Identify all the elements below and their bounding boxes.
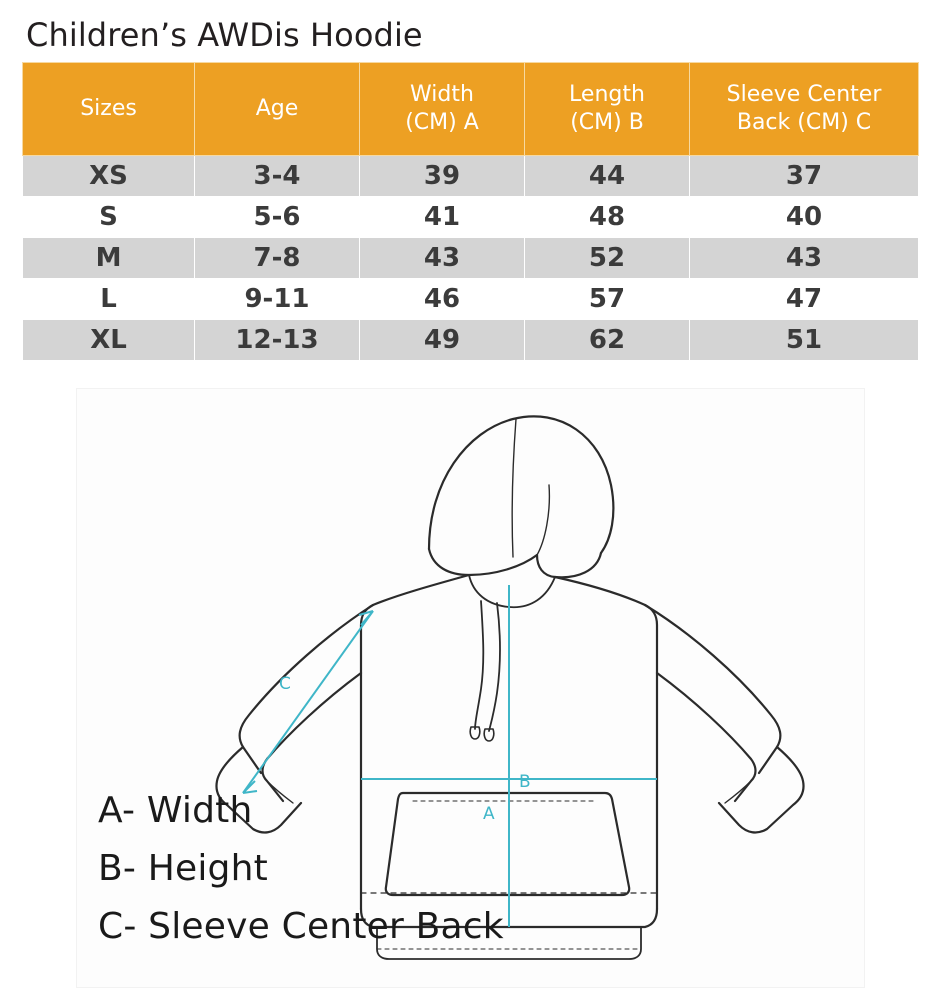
drawcord-left xyxy=(475,601,483,729)
column-header-age: Age xyxy=(195,63,360,156)
table-row xyxy=(23,156,919,197)
table-header-row xyxy=(23,63,919,156)
sleeve-right-bottom-outline xyxy=(657,673,756,801)
cell-width: 46 xyxy=(360,279,525,320)
legend-line-b: B- Height xyxy=(98,848,268,889)
column-header-length: Length (CM) B xyxy=(525,63,690,156)
cell-size: M xyxy=(23,238,195,279)
page-title: Children’s AWDis Hoodie xyxy=(26,16,423,54)
sleeve-right-top-outline xyxy=(645,605,780,773)
hood-bottom-left-outline xyxy=(429,549,537,575)
table-row xyxy=(23,197,919,238)
cuff-right-seam xyxy=(725,781,751,803)
cell-age: 12-13 xyxy=(195,320,360,361)
cell-length: 57 xyxy=(525,279,690,320)
body-right-outline xyxy=(555,577,657,909)
table-row xyxy=(23,320,919,361)
cell-sleeve: 37 xyxy=(690,156,919,197)
drawcord-right xyxy=(489,603,500,731)
cell-size: XS xyxy=(23,156,195,197)
cell-age: 3-4 xyxy=(195,156,360,197)
legend-line-a: A- Width xyxy=(98,790,253,831)
cell-width: 43 xyxy=(360,238,525,279)
hood-bottom-right-outline xyxy=(537,553,601,577)
column-header-sizes: Sizes xyxy=(23,63,195,156)
cell-sleeve: 47 xyxy=(690,279,919,320)
cell-length: 52 xyxy=(525,238,690,279)
cell-size: L xyxy=(23,279,195,320)
measure-label-a: A xyxy=(483,804,495,824)
cell-length: 62 xyxy=(525,320,690,361)
sleeve-left-top-outline xyxy=(240,605,373,773)
column-header-width: Width (CM) A xyxy=(360,63,525,156)
size-chart-table xyxy=(22,62,919,361)
hood-center-seam xyxy=(512,419,516,557)
column-header-sleeve-center-back: Sleeve Center Back (CM) C xyxy=(690,63,919,156)
cell-age: 7-8 xyxy=(195,238,360,279)
cell-size: XL xyxy=(23,320,195,361)
table-row xyxy=(23,279,919,320)
cell-length: 48 xyxy=(525,197,690,238)
hood-outer-outline xyxy=(429,416,613,553)
cell-width: 41 xyxy=(360,197,525,238)
cell-size: S xyxy=(23,197,195,238)
legend-line-c: C- Sleeve Center Back xyxy=(98,906,504,947)
cell-sleeve: 51 xyxy=(690,320,919,361)
hood-inner-seam xyxy=(537,485,549,555)
cell-sleeve: 40 xyxy=(690,197,919,238)
diagram-legend xyxy=(98,782,504,956)
cell-age: 9-11 xyxy=(195,279,360,320)
measure-label-c: C xyxy=(279,674,291,694)
cell-sleeve: 43 xyxy=(690,238,919,279)
measure-label-b: B xyxy=(519,772,531,792)
measure-line-c-diagonal xyxy=(243,611,373,793)
table-row xyxy=(23,238,919,279)
cell-width: 49 xyxy=(360,320,525,361)
table-body xyxy=(23,156,919,361)
cell-width: 39 xyxy=(360,156,525,197)
table-header xyxy=(23,63,919,156)
cuff-right-outline xyxy=(719,747,804,832)
cell-length: 44 xyxy=(525,156,690,197)
cell-age: 5-6 xyxy=(195,197,360,238)
